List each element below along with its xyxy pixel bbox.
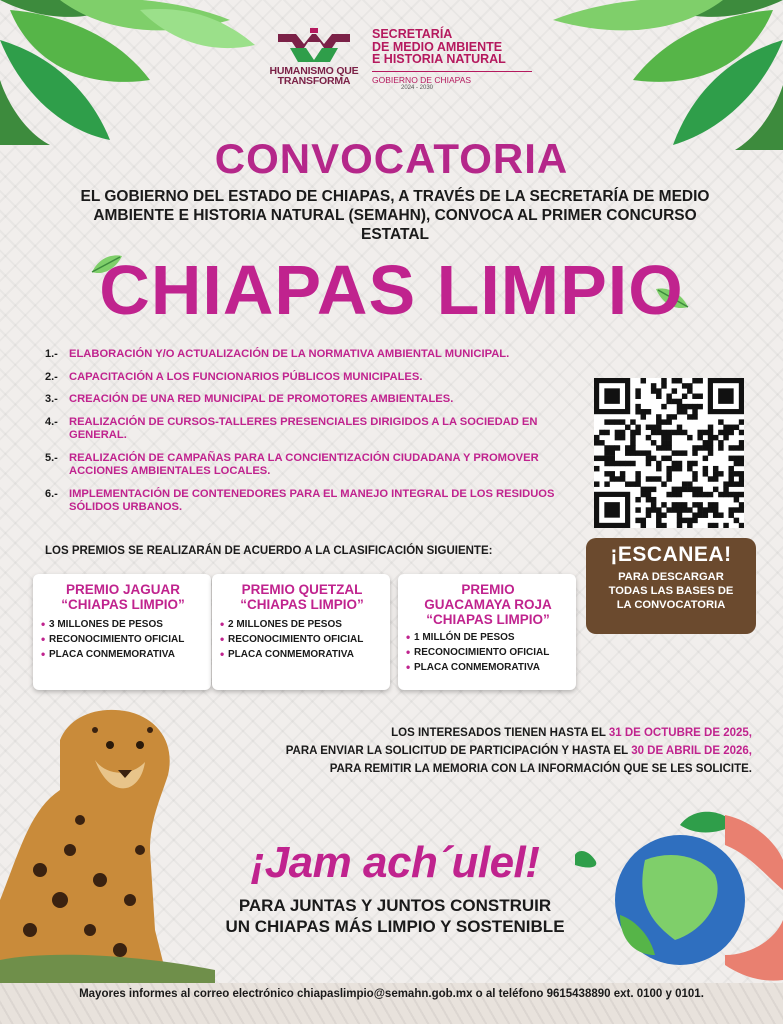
prize-item: • RECONOCIMIENTO OFICIAL [41, 632, 205, 647]
item-text: ELABORACIÓN Y/O ACTUALIZACIÓN DE LA NORMATIVA AMBIENTAL MUNICIPAL. [69, 348, 510, 360]
prize-item: • RECONOCIMIENTO OFICIAL [220, 632, 384, 647]
item-number: 3.- [45, 393, 58, 405]
item-text: CREACIÓN DE UNA RED MUNICIPAL DE PROMOTORES AMBIENTALES. [69, 393, 454, 405]
prize-item: • 3 MILLONES DE PESOS [41, 617, 205, 632]
secretaria-line1: SECRETARÍA [372, 27, 453, 41]
prize-name-line1: PREMIO QUETZAL [241, 582, 363, 597]
prize-card-jaguar [33, 574, 211, 690]
prize-name-line2: “CHIAPAS LIMPIO” [61, 597, 185, 612]
contest-name: CHIAPAS LIMPIO [99, 251, 684, 329]
item-number: 2.- [45, 370, 58, 383]
logo-tag-line1: HUMANISMO QUE [269, 65, 359, 77]
prize-card-quetzal [212, 574, 390, 690]
logo-tag-line2: TRANSFORMA [277, 75, 351, 87]
item-number: 1.- [45, 348, 58, 360]
list-item [45, 371, 565, 385]
slogan: ¡Jam ach´ulel! [250, 838, 540, 887]
slogan-sub-line2: UN CHIAPAS MÁS LIMPIO Y SOSTENIBLE [225, 917, 565, 936]
humanismo-logo [268, 28, 360, 86]
secretaria-line3: E HISTORIA NATURAL [372, 52, 506, 66]
scan-callout [586, 538, 756, 634]
prize-name-line1: PREMIO JAGUAR [65, 582, 180, 597]
secretaria-line2: DE MEDIO AMBIENTE [372, 39, 503, 54]
item-number: 6.- [45, 487, 58, 500]
secretaria-logo [372, 28, 532, 91]
deadline-line1-text: LOS INTERESADOS TIENEN HASTA EL [391, 727, 609, 739]
prize-item: • RECONOCIMIENTO OFICIAL [406, 645, 570, 660]
slogan-sub-line1: PARA JUNTAS Y JUNTOS CONSTRUIR [238, 896, 552, 915]
prize-item: • 2 MILLONES DE PESOS [220, 617, 384, 632]
intro-line2: AMBIENTE E HISTORIA NATURAL (SEMAHN), CONVOCA AL PRIMER CONCURSO ESTATAL [93, 207, 697, 243]
item-text: CAPACITACIÓN A LOS FUNCIONARIOS PÚBLICOS MUNICIPALES. [69, 370, 423, 383]
prize-item: • PLACA CONMEMORATIVA [406, 660, 570, 675]
list-item [45, 416, 565, 443]
scan-title: ¡ESCANEA! [610, 543, 732, 566]
prize-items [41, 617, 205, 662]
prize-name [41, 582, 205, 612]
footer-contact: Mayores informes al correo electrónico chiapaslimpio@semahn.gob.mx o al teléfono 9615438890 ext. 0100 y 0101. [79, 988, 704, 1000]
list-item [45, 348, 565, 362]
scan-line3: LA CONVOCATORIA [616, 599, 726, 611]
deadline-line1 [200, 724, 752, 742]
gobierno-years: 2024 - 2030 [400, 84, 434, 91]
prize-name-line3: “CHIAPAS LIMPIO” [426, 612, 550, 627]
deadline-text [200, 724, 752, 778]
prizes-intro: LOS PREMIOS SE REALIZARÁN DE ACUERDO A LA CLASIFICACIÓN SIGUIENTE: [45, 545, 493, 557]
prize-name [220, 582, 384, 612]
slogan-subtitle [185, 895, 605, 937]
prize-name-line2: GUACAMAYA ROJA [424, 597, 552, 612]
prize-items [220, 617, 384, 662]
leaves-top-right-illustration [530, 0, 783, 150]
jaguar-illustration [0, 700, 215, 990]
deadline-date-1: 31 DE OCTUBRE DE 2025, [608, 727, 752, 739]
qr-code[interactable] [594, 378, 744, 528]
page-title: CONVOCATORIA [214, 135, 569, 182]
actions-list [45, 348, 565, 524]
prize-item: • PLACA CONMEMORATIVA [220, 647, 384, 662]
globe-hands-illustration [575, 805, 783, 985]
prize-name-line1: PREMIO [461, 582, 515, 597]
list-item [45, 393, 565, 407]
gobierno-label: GOBIERNO DE CHIAPAS [372, 71, 532, 85]
item-text: REALIZACIÓN DE CAMPAÑAS PARA LA CONCIENTIZACIÓN CIUDADANA Y PROMOVER ACCIONES AMBIENTALES LOCALES. [69, 451, 539, 477]
deadline-date-2: 30 DE ABRIL DE 2026, [631, 745, 752, 757]
item-number: 4.- [45, 415, 58, 428]
prize-name-line2: “CHIAPAS LIMPIO” [240, 597, 364, 612]
prize-item: • 1 MILLÓN DE PESOS [406, 630, 570, 645]
item-number: 5.- [45, 451, 58, 464]
prize-card-guacamaya [398, 574, 576, 690]
humanismo-emblem-icon [276, 28, 352, 66]
prize-item: • PLACA CONMEMORATIVA [41, 647, 205, 662]
deadline-line2 [200, 742, 752, 760]
scan-line2: TODAS LAS BASES DE [608, 585, 734, 597]
prize-name [406, 582, 570, 627]
list-item [45, 488, 565, 515]
item-text: IMPLEMENTACIÓN DE CONTENEDORES PARA EL MANEJO INTEGRAL DE LOS RESIDUOS SÓLIDOS URBANOS. [69, 487, 555, 513]
scan-line1: PARA DESCARGAR [618, 571, 724, 583]
intro-text [60, 187, 730, 244]
deadline-line2-text: PARA ENVIAR LA SOLICITUD DE PARTICIPACIÓN Y HASTA EL [285, 745, 632, 757]
list-item [45, 452, 565, 479]
deadline-line3: PARA REMITIR LA MEMORIA CON LA INFORMACIÓN QUE SE LES SOLICITE. [329, 763, 752, 775]
prize-items [406, 630, 570, 675]
item-text: REALIZACIÓN DE CURSOS-TALLERES PRESENCIALES DIRIGIDOS A LA SOCIEDAD EN GENERAL. [69, 415, 538, 441]
leaves-top-left-illustration [0, 0, 260, 145]
intro-line1: EL GOBIERNO DEL ESTADO DE CHIAPAS, A TRAVÉS DE LA SECRETARÍA DE MEDIO [80, 188, 710, 205]
